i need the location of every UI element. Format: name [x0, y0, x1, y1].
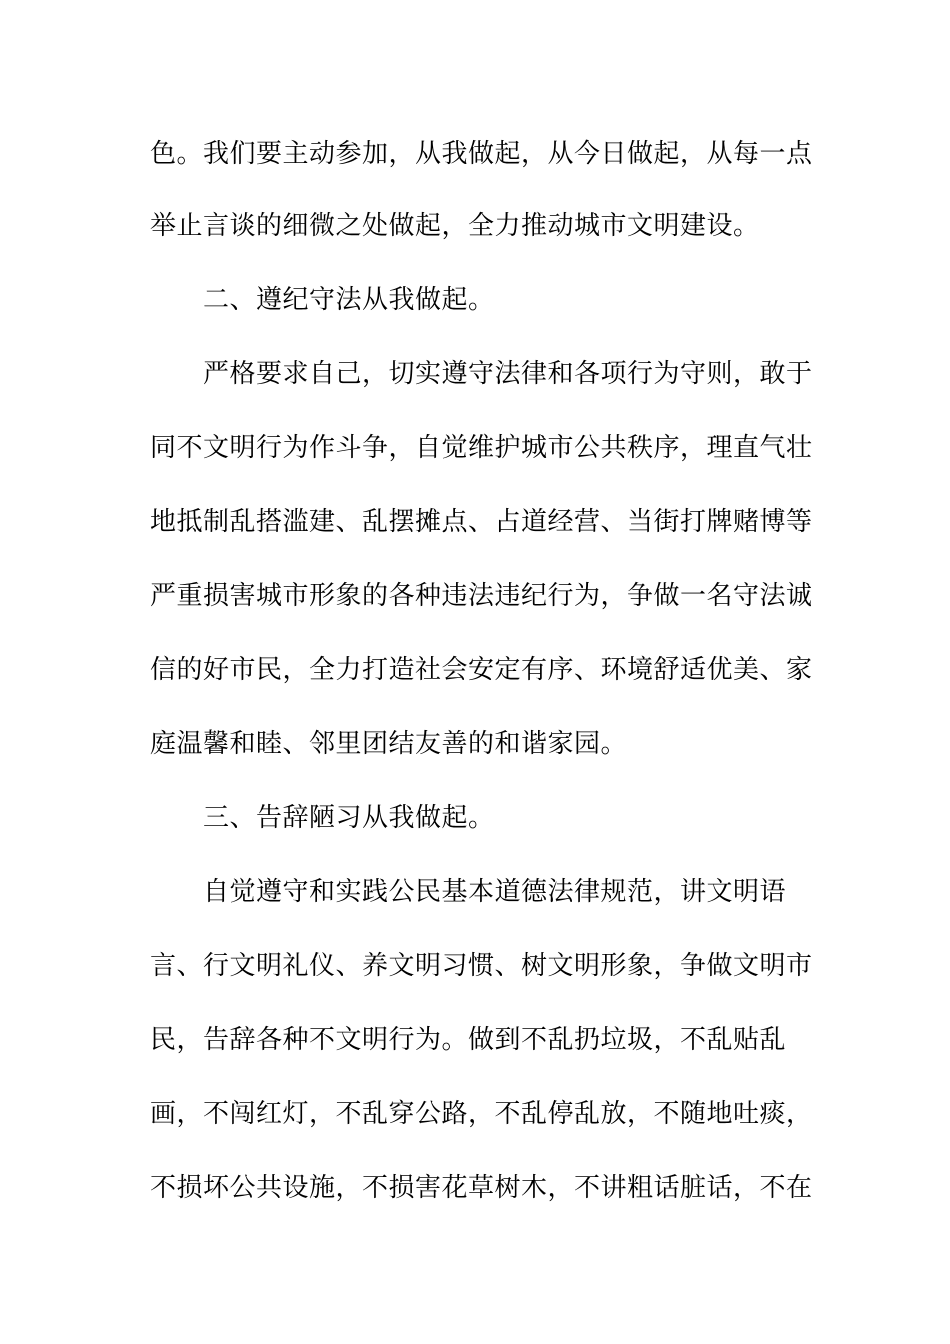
- paragraph-line: 自觉遵守和实践公民基本道德法律规范，讲文明语: [203, 877, 787, 907]
- paragraph-line: 严格要求自己，切实遵守法律和各项行为守则，敢于: [203, 359, 813, 389]
- paragraph-line: 画，不闯红灯，不乱穿公路，不乱停乱放，不随地吐痰，: [150, 1099, 813, 1129]
- paragraph-line: 地抵制乱搭滥建、乱摆摊点、占道经营、当街打牌赌博等: [150, 507, 813, 537]
- paragraph-line: 严重损害城市形象的各种违法违纪行为，争做一名守法诚: [150, 581, 813, 611]
- paragraph-line: 信的好市民，全力打造社会安定有序、环境舒适优美、家: [150, 655, 813, 685]
- paragraph-line: 庭温馨和睦、邻里团结友善的和谐家园。: [150, 729, 628, 759]
- paragraph-line: 言、行文明礼仪、养文明习惯、树文明形象，争做文明市: [150, 951, 813, 981]
- paragraph-line: 不损坏公共设施，不损害花草树木，不讲粗话脏话，不在: [150, 1173, 813, 1203]
- paragraph-line: 同不文明行为作斗争，自觉维护城市公共秩序，理直气壮: [150, 433, 813, 463]
- section-heading: 三、告辞陋习从我做起。: [203, 803, 495, 833]
- paragraph-line: 民，告辞各种不文明行为。做到不乱扔垃圾，不乱贴乱: [150, 1025, 787, 1055]
- paragraph-line: 举止言谈的细微之处做起，全力推动城市文明建设。: [150, 211, 760, 241]
- paragraph-line: 色。我们要主动参加，从我做起，从今日做起，从每一点: [150, 139, 813, 169]
- section-heading: 二、遵纪守法从我做起。: [203, 285, 495, 315]
